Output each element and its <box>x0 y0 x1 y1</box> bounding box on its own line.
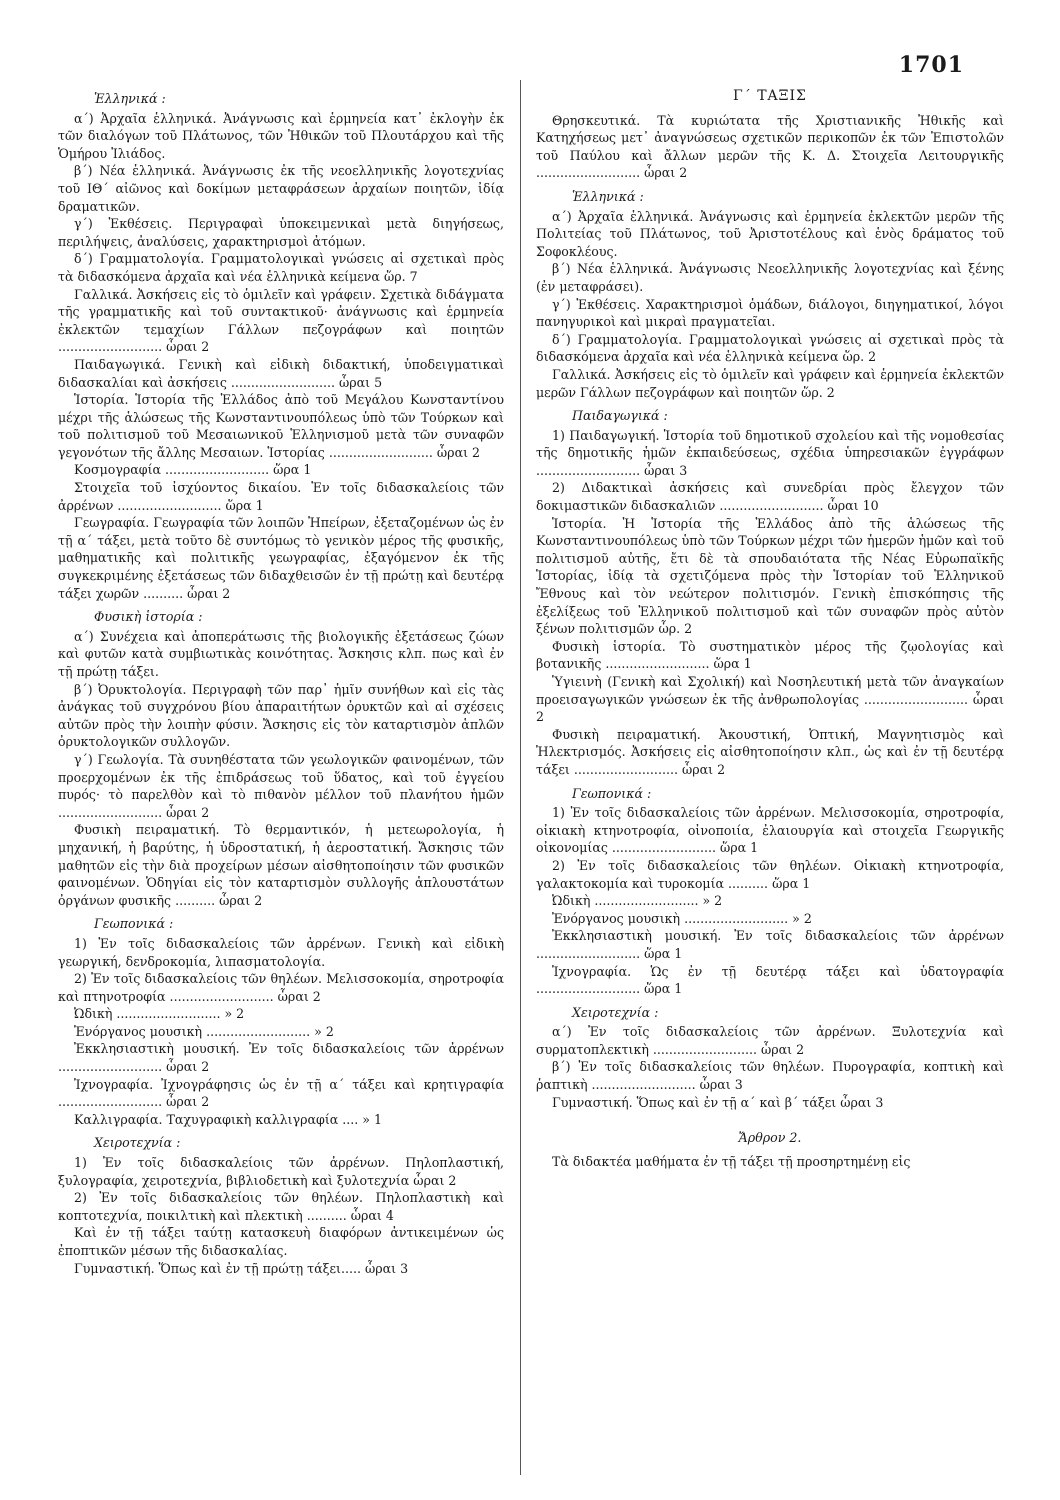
paragraph: Ἐκκλησιαστικὴ μουσική. Ἐν τοῖς διδασκαλείοις τῶν ἀρρένων .......................... ὧραι 2 <box>58 1041 504 1075</box>
paragraph: γ΄) Ἐκθέσεις. Περιγραφαὶ ὑποκειμενικαὶ μετὰ διηγήσεως, περιλήψεις, ἀναλύσεις, χαρακτηρισμοὶ ἀτόμων. <box>58 216 504 249</box>
paragraph: Στοιχεῖα τοῦ ἰσχύοντος δικαίου. Ἐν τοῖς διδασκαλείοις τῶν ἀρρένων .......................... ὥρα 1 <box>58 480 504 513</box>
paragraph: Γυμναστική. Ὅπως καὶ ἐν τῇ α΄ καὶ β΄ τάξει ὧραι 3 <box>552 1094 884 1110</box>
paragraph: Γαλλικά. Ἀσκήσεις εἰς τὸ ὁμιλεῖν καὶ γράφειν καὶ ἑρμηνεία ἐκλεκτῶν μερῶν Γάλλων πεζογράφων καὶ ποιητῶν ὥρ. 2 <box>536 366 1004 400</box>
paragraph: Γαλλικά. Ἀσκήσεις εἰς τὸ ὁμιλεῖν καὶ γράφειν. Σχετικὰ διδάγματα τῆς γραμματικῆς καὶ τοῦ συντακτικοῦ· ἀνάγνωσις καὶ ἑρμηνεία ἐκλεκτῶν τεμαχίων Γάλλων πεζογράφων καὶ ποιητῶν .......................... ὧραι 2 <box>58 286 504 355</box>
section-heading-natural-history: Φυσικὴ ἱστορία : <box>94 609 203 625</box>
paragraph: 2) Ἐν τοῖς διδασκαλείοις τῶν θηλέων. Μελισσοκομία, σηροτροφία καὶ πτηνοτροφία .......................... ὧραι 2 <box>58 971 504 1004</box>
paragraph: 1) Ἐν τοῖς διδασκαλείοις τῶν ἀρρένων. Μελισσοκομία, σηροτροφία, οἰκιακὴ κτηνοτροφία, οἰνοποιία, ἐλαιουργία καὶ στοιχεῖα Γεωργικῆς οἰκονομίας .......................... ὥρα 1 <box>536 805 1004 856</box>
paragraph: Φυσικὴ πειραματική. Ἀκουστική, Ὀπτική, Μαγνητισμὸς καὶ Ἠλεκτρισμός. Ἀσκήσεις εἰς αἰσθητοποίησιν κλπ., ὡς καὶ ἐν τῇ δευτέρᾳ τάξει .......................... ὧραι 2 <box>536 726 1004 777</box>
paragraph: Ὠδικὴ .......................... » 2 <box>74 1006 245 1022</box>
page-number: 1701 <box>898 52 964 78</box>
paragraph: Ἰχνογραφία. Ὡς ἐν τῇ δευτέρᾳ τάξει καὶ ὑδατογραφία .......................... ὥρα 1 <box>536 963 1004 997</box>
paragraph: γ΄) Ἐκθέσεις. Χαρακτηρισμοὶ ὁμάδων, διάλογοι, διηγηματικοί, λόγοι πανηγυρικοὶ καὶ μικραὶ πραγματεῖαι. <box>536 296 1004 330</box>
paragraph: Ἐκκλησιαστικὴ μουσική. Ἐν τοῖς διδασκαλείοις τῶν ἀρρένων .......................... ὥρα 1 <box>536 928 1004 961</box>
paragraph: β΄) Νέα ἑλληνικά. Ἀνάγνωσις Νεοελληνικῆς λογοτεχνίας καὶ ξένης (ἐν μεταφράσει). <box>536 261 1004 294</box>
paragraph: 2) Ἐν τοῖς διδασκαλείοις τῶν θηλέων. Οἰκιακὴ κτηνοτροφία, γαλακτοκομία καὶ τυροκομία .......... ὥρα 1 <box>536 857 1004 891</box>
paragraph: α΄) Ἐν τοῖς διδασκαλείοις τῶν ἀρρένων. Ξυλοτεχνία καὶ συρματοπλεκτικὴ .......................... ὧραι 2 <box>536 1024 1004 1057</box>
section-heading-geoponika: Γεωπονικά : <box>94 916 174 932</box>
section-heading-handicraft: Χειροτεχνία : <box>94 1135 181 1151</box>
paragraph: Ἱστορία. Ἱστορία τῆς Ἑλλάδος ἀπὸ τοῦ Μεγάλου Κωνσταντίνου μέχρι τῆς ἁλώσεως τῆς Κωνσταντινουπόλεως ὑπὸ τῶν Τούρκων καὶ τοῦ πολιτισμοῦ τοῦ Μεσαιωνικοῦ Ἑλληνισμοῦ μετὰ τῶν συναφῶν γεγονότων τῆς ἄλλης Μεσαιων. Ἱστορίας .......................... ὧραι 2 <box>58 392 504 460</box>
paragraph: Τὰ διδακτέα μαθήματα ἐν τῇ τάξει τῇ προσηρτημένῃ εἰς <box>552 1153 911 1169</box>
paragraph: Ὠδικὴ .......................... » 2 <box>552 893 723 909</box>
paragraph: Ἰχνογραφία. Ἰχνογράφησις ὡς ἐν τῇ α΄ τάξει καὶ κρητιγραφία .......................... ὧραι 2 <box>58 1076 504 1110</box>
paragraph: 1) Παιδαγωγική. Ἱστορία τοῦ δημοτικοῦ σχολείου καὶ τῆς νομοθεσίας τῆς δημοτικῆς ἡμῶν ἐκπαιδεύσεως, σχέδια ὑπηρεσιακῶν ἐγγράφων .......................... ὧραι 3 <box>536 427 1004 478</box>
section-heading-pedagogy: Παιδαγωγικά : <box>572 408 668 424</box>
paragraph: Ἐνόργανος μουσικὴ .......................... » 2 <box>74 1023 334 1039</box>
paragraph: α΄) Ἀρχαῖα ἑλληνικά. Ἀνάγνωσις καὶ ἑρμηνεία ἐκλεκτῶν μερῶν τῆς Πολιτείας τοῦ Πλάτωνος, τοῦ Ἀριστοτέλους καὶ ἑνὸς δράματος τοῦ Σοφοκλέους. <box>536 208 1004 259</box>
left-column <box>58 84 504 1277</box>
paragraph: Φυσικὴ πειραματική. Τὸ θερμαντικόν, ἡ μετεωρολογία, ἡ μηχανική, ἡ βαρύτης, ἡ ὑδροστατική, ἡ ἀεροστατική. Ἄσκησις τῶν μαθητῶν εἰς τὴν διὰ προχείρων μέσων αἰσθητοποίησιν τῶν φυσικῶν φαινομένων. Ὁδηγίαι εἰς τὸν καταρτισμὸν συλλογῆς ἁπλουστάτων ὀργάνων φυσικῆς .......... ὧραι 2 <box>58 822 504 908</box>
paragraph: Κοσμογραφία .......................... ὥρα 1 <box>74 462 312 478</box>
section-heading-greek: Ἑλληνικά : <box>94 91 166 106</box>
paragraph: δ΄) Γραμματολογία. Γραμματολογικαὶ γνώσεις αἱ σχετικαὶ πρὸς τὰ διδασκόμενα ἀρχαῖα καὶ νέα ἑλληνικὰ κείμενα ὥρ. 7 <box>58 251 504 284</box>
column-divider <box>520 80 521 1475</box>
paragraph: Παιδαγωγικά. Γενικὴ καὶ εἰδικὴ διδακτική, ὑποδειγματικαὶ διδασκαλίαι καὶ ἀσκήσεις .......................... ὧραι 5 <box>58 356 504 390</box>
paragraph: Καλλιγραφία. Ταχυγραφικὴ καλλιγραφία .... » 1 <box>74 1111 383 1127</box>
section-heading-geoponika: Γεωπονικά : <box>572 785 652 801</box>
section-heading-handicraft: Χειροτεχνία : <box>572 1004 659 1020</box>
paragraph: β΄) Νέα ἑλληνικά. Ἀνάγνωσις ἐκ τῆς νεοελληνικῆς λογοτεχνίας τοῦ ΙΘ΄ αἰῶνος καὶ δοκίμων μεταφράσεων ἀρχαίων ποιητῶν, ἰδίᾳ δραματικῶν. <box>58 163 504 214</box>
paragraph: Θρησκευτικά. Τὰ κυριώτατα τῆς Χριστιανικῆς Ἠθικῆς καὶ Κατηχήσεως μετ᾿ ἀναγνώσεως σχετικῶν περικοπῶν ἐκ τῶν Ἐπιστολῶν τοῦ Παύλου καὶ ἄλλων μερῶν τῆς Κ. Δ. Στοιχεῖα Λειτουργικῆς .......................... ὧραι 2 <box>536 112 1004 181</box>
paragraph: β΄) Ἐν τοῖς διδασκαλείοις τῶν θηλέων. Πυρογραφία, κοπτικὴ καὶ ῥαπτικὴ .......................... ὧραι 3 <box>536 1059 1004 1093</box>
paragraph: γ΄) Γεωλογία. Τὰ συνηθέστατα τῶν γεωλογικῶν φαινομένων, τῶν προερχομένων ἐκ τῆς ἐπιδράσεως τοῦ ὕδατος, καὶ τοῦ ἐγγείου πυρός· τὸ παρελθὸν καὶ τὸ πιθανὸν μέλλον τοῦ πλανήτου ἡμῶν .......................... ὧραι 2 <box>58 751 504 820</box>
paragraph: Ἱστορία. Ἡ Ἱστορία τῆς Ἑλλάδος ἀπὸ τῆς ἁλώσεως τῆς Κωνσταντινουπόλεως ὑπὸ τῶν Τούρκων μέχρι τῶν ἡμερῶν ἡμῶν καὶ τοῦ πολιτισμοῦ αὐτῆς, ἔτι δὲ τὰ σπουδαιότατα τῆς Νέας Εὐρωπαϊκῆς Ἱστορίας, ἰδίᾳ τὰ σχετιζόμενα πρὸς τὴν Ἱστορίαν τοῦ Ἑλληνικοῦ Ἔθνους καὶ τὸν νεώτερον πολιτισμόν. Γενικὴ ἐπισκόπησις τῆς ἐξελίξεως τοῦ Ἑλληνικοῦ πολιτισμοῦ καὶ τῶν συναφῶν πρὸς αὐτὸν ξένων πολιτισμῶν ὧρ. 2 <box>536 515 1004 637</box>
paragraph: β΄) Ὀρυκτολογία. Περιγραφὴ τῶν παρ᾿ ἡμῖν συνήθων καὶ εἰς τὰς ἀνάγκας τοῦ συγχρόνου βίου ἀπαραιτήτων ὀρυκτῶν καὶ αἱ σχέσεις αὐτῶν πρὸς τὴν λοιπὴν φύσιν. Ἄσκησις εἰς τὸν καταρτισμὸν ἁπλῶν ὀρυκτολογικῶν συλλογῶν. <box>58 681 504 750</box>
paragraph: Γεωγραφία. Γεωγραφία τῶν λοιπῶν Ἠπείρων, ἐξεταζομένων ὡς ἐν τῇ α΄ τάξει, μετὰ τοῦτο δὲ συντόμως τὸ γενικὸν μέρος τῆς φυσικῆς, μαθηματικῆς καὶ πολιτικῆς γεωγραφίας, ἐξαγόμενον ἐκ τῆς συγκεκριμένης ἐξετάσεως τῶν διδαχθεισῶν ἐν τῇ πρώτῃ καὶ δευτέρᾳ τάξει χωρῶν .......... ὧραι 2 <box>58 515 504 601</box>
paragraph: Καὶ ἐν τῇ τάξει ταύτῃ κατασκευὴ διαφόρων ἀντικειμένων ὡς ἐποπτικῶν μέσων τῆς διδασκαλίας. <box>58 1225 504 1258</box>
paragraph: 1) Ἐν τοῖς διδασκαλείοις τῶν ἀρρένων. Γενικὴ καὶ εἰδικὴ γεωργική, δενδροκομία, λιπασματολογία. <box>58 935 504 969</box>
paragraph: δ΄) Γραμματολογία. Γραμματολογικαὶ γνώσεις αἱ σχετικαὶ πρὸς τὰ διδασκόμενα ἀρχαῖα καὶ νέα ἑλληνικὰ κείμενα ὥρ. 2 <box>536 331 1004 365</box>
article-heading: Ἄρθρον 2. <box>738 1130 802 1146</box>
paragraph: 2) Ἐν τοῖς διδασκαλείοις τῶν θηλέων. Πηλοπλαστικὴ καὶ κοπτοτεχνία, ποικιλτικὴ καὶ πλεκτικὴ .......... ὧραι 4 <box>58 1190 504 1223</box>
paragraph: Φυσικὴ ἱστορία. Τὸ συστηματικὸν μέρος τῆς ζῳολογίας καὶ βοτανικῆς .......................... ὥρα 1 <box>536 638 1004 672</box>
paragraph: 1) Ἐν τοῖς διδασκαλείοις τῶν ἀρρένων. Πηλοπλαστική, ξυλογραφία, χειροτεχνία, βιβλιοδετικὴ καὶ ξυλοτεχνία ὧραι 2 <box>58 1155 504 1188</box>
paragraph: α΄) Ἀρχαῖα ἑλληνικά. Ἀνάγνωσις καὶ ἑρμηνεία κατ᾿ ἐκλογὴν ἐκ τῶν διαλόγων τοῦ Πλάτωνος, τῶν Ἠθικῶν τοῦ Πλουτάρχου καὶ τῆς Ὁμήρου Ἰλιάδος. <box>58 110 504 161</box>
section-heading-greek: Ἑλληνικά : <box>572 188 644 204</box>
paragraph: Ἐνόργανος μουσικὴ .......................... » 2 <box>552 910 812 926</box>
paragraph: α΄) Συνέχεια καὶ ἀποπεράτωσις τῆς βιολογικῆς ἐξετάσεως ζώων καὶ φυτῶν κατὰ συμβιωτικὰς κοινότητας. Ἄσκησις κλπ. πως καὶ ἐν τῇ πρώτῃ τάξει. <box>58 628 504 679</box>
paragraph: 2) Διδακτικαὶ ἀσκήσεις καὶ συνεδρίαι πρὸς ἔλεγχον τῶν δοκιμαστικῶν διδασκαλιῶν .......................... ὧραι 10 <box>536 480 1004 514</box>
paragraph: Ὑγιεινὴ (Γενικὴ καὶ Σχολική) καὶ Νοσηλευτική μετὰ τῶν ἀναγκαίων προεισαγωγικῶν γνώσεων ἐκ τῆς ἀνθρωπολογίας .......................... ὧραι 2 <box>536 674 1004 725</box>
right-column <box>536 84 1004 1170</box>
paragraph: Γυμναστική. Ὅπως καὶ ἐν τῇ πρώτῃ τάξει..... ὧραι 3 <box>74 1260 409 1276</box>
class-heading: Γ΄ ΤΑΞΙΣ <box>733 88 807 104</box>
